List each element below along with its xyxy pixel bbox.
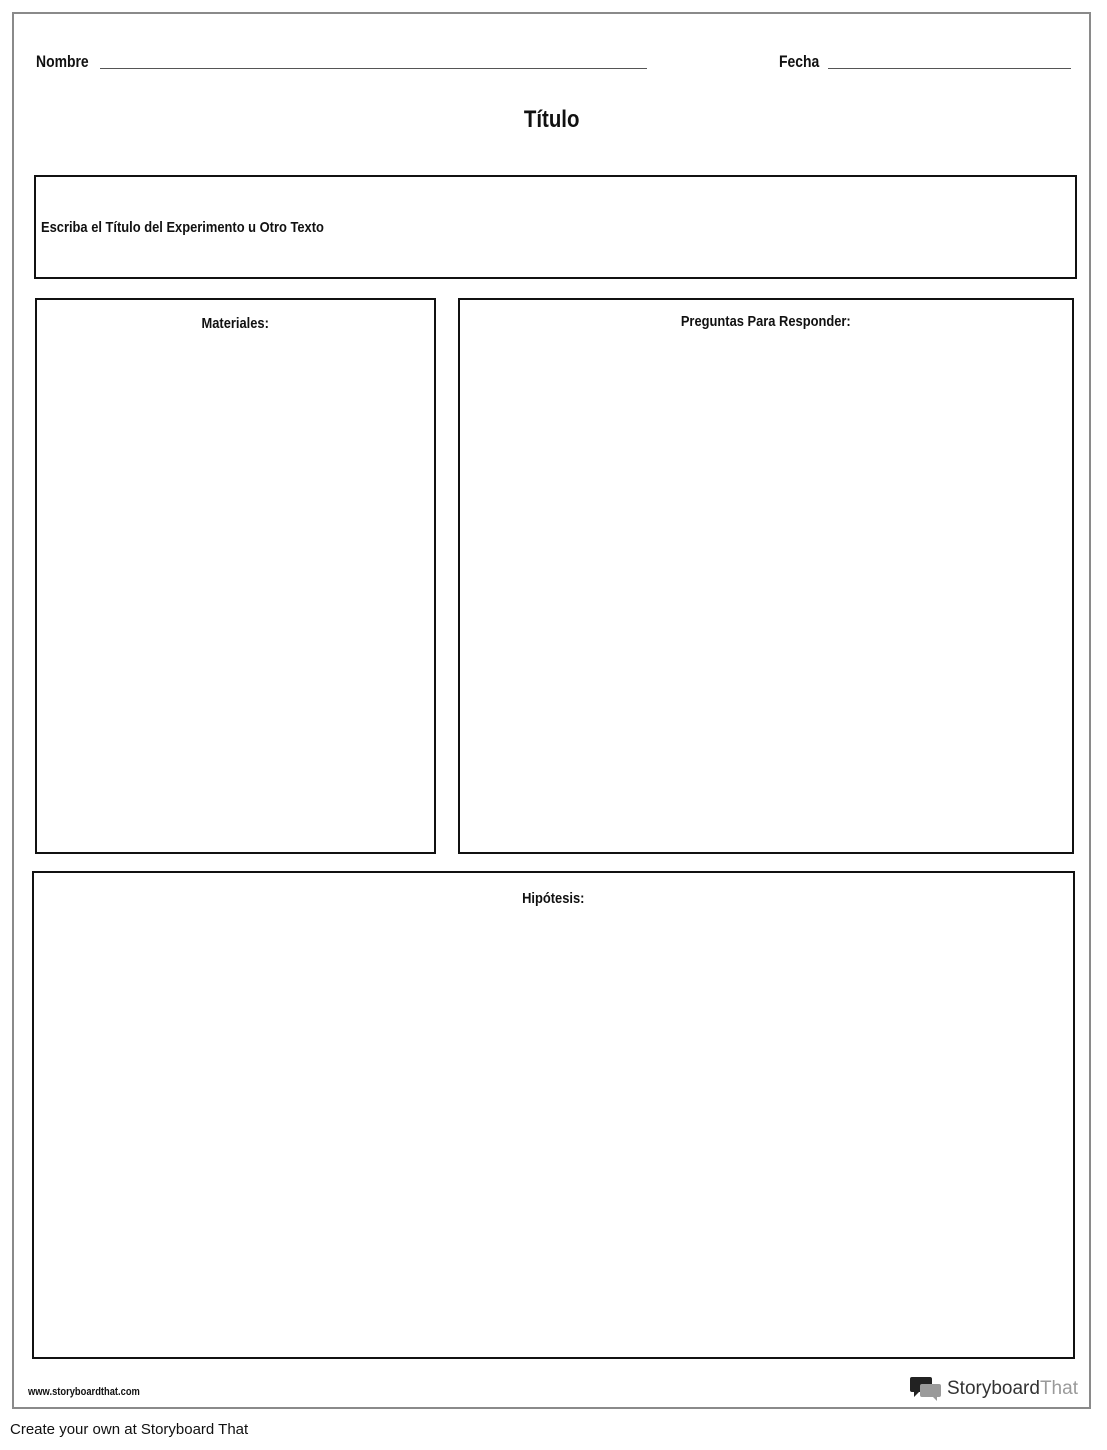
hypothesis-heading [34, 890, 1073, 907]
name-line[interactable] [100, 68, 647, 69]
materials-heading [37, 315, 434, 332]
questions-box[interactable] [458, 298, 1074, 854]
speech-bubbles-icon [910, 1376, 942, 1402]
create-your-own-link[interactable]: Create your own at Storyboard That [10, 1421, 249, 1438]
experiment-title-box[interactable] [34, 175, 1077, 279]
worksheet-page [12, 12, 1091, 1409]
materials-box[interactable] [35, 298, 436, 854]
logo-text [947, 1378, 1078, 1400]
date-line[interactable] [828, 68, 1071, 69]
page-title-text: Título [523, 106, 580, 133]
hypothesis-heading-text: Hipótesis: [522, 890, 585, 907]
name-label: Nombre [36, 52, 89, 71]
questions-heading-text: Preguntas Para Responder: [681, 313, 851, 330]
storyboardthat-logo[interactable] [910, 1376, 1078, 1402]
date-label: Fecha [779, 52, 820, 71]
page-title [14, 106, 1089, 134]
hypothesis-box[interactable] [32, 871, 1075, 1359]
materials-heading-text: Materiales: [201, 315, 270, 332]
logo-text-dark: Storyboard [947, 1378, 1040, 1399]
logo-text-light: That [1039, 1378, 1078, 1399]
questions-heading [460, 313, 1072, 330]
footer-url[interactable]: www.storyboardthat.com [28, 1386, 140, 1398]
experiment-title-text: Escriba el Título del Experimento u Otro Texto [41, 219, 324, 236]
